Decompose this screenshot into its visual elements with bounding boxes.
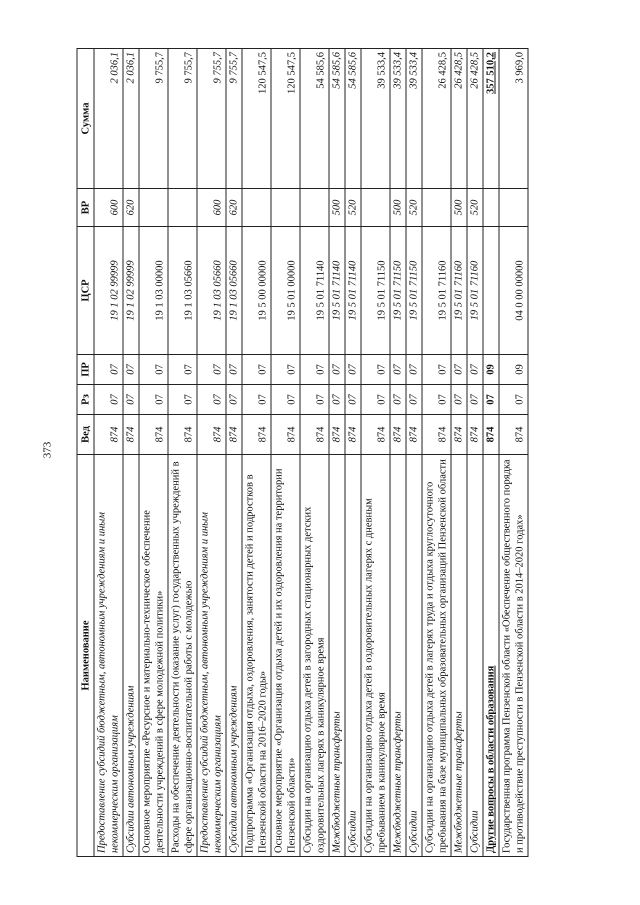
cell-ved-text: 874	[469, 426, 481, 442]
cell-pr	[168, 354, 197, 384]
cell-sum-text: 9 755,7	[183, 51, 195, 83]
cell-sum	[300, 48, 329, 188]
table-row	[197, 48, 226, 856]
budget-table	[77, 48, 529, 857]
cell-vr	[329, 188, 345, 226]
cell-ved	[390, 414, 406, 454]
cell-pr	[467, 354, 483, 384]
cell-vr	[345, 188, 361, 226]
cell-sum-text: 9 755,7	[228, 51, 240, 83]
cell-pr-text: 07	[469, 363, 481, 375]
cell-rz-text: 07	[485, 393, 497, 405]
cell-sum	[168, 48, 197, 188]
cell-sum-text: 54 585,6	[331, 51, 343, 89]
cell-ved	[168, 414, 197, 454]
cell-ved	[422, 414, 451, 454]
cell-pr-text: 07	[228, 363, 240, 375]
cell-rz-text: 07	[408, 393, 420, 405]
cell-rz	[271, 384, 300, 414]
cell-pr-text: 07	[315, 363, 327, 375]
table-row	[226, 48, 242, 856]
cell-rz-text: 07	[331, 393, 343, 405]
cell-sum	[123, 48, 139, 188]
header-rz: Рз	[77, 384, 94, 414]
cell-name-text: Основное мероприятие «Организация отдыха детей и их оздоровления на территории Пензенской области»	[273, 467, 298, 853]
cell-sum-text: 3 969,0	[514, 51, 526, 83]
cell-sum-text: 120 547,5	[257, 51, 269, 94]
header-vr: ВР	[77, 188, 94, 226]
cell-rz-text: 07	[469, 393, 481, 405]
cell-rz-text: 07	[376, 393, 388, 405]
cell-pr-text: 07	[331, 363, 343, 375]
cell-name-text: Субсидии на организацию отдыха детей в загородных стационарных детских оздоровительных лагерях в каникулярное время	[302, 506, 327, 853]
cell-pr	[300, 354, 329, 384]
table-row	[483, 48, 499, 856]
cell-sum	[242, 48, 271, 188]
cell-vr-text: 600	[212, 199, 224, 215]
cell-pr	[329, 354, 345, 384]
cell-name	[451, 454, 467, 856]
cell-rz	[345, 384, 361, 414]
cell-csr	[242, 226, 271, 354]
cell-pr	[499, 354, 528, 384]
cell-name-text: Межбюджетные трансферты	[331, 710, 343, 853]
cell-csr-text: 19 5 01 71160	[469, 260, 481, 320]
table-row	[139, 48, 168, 856]
cell-name	[300, 454, 329, 856]
cell-csr-text: 19 5 01 71160	[437, 260, 449, 320]
cell-name-text: Субсидии на организацию отдыха детей в оздоровительных лагерях с дневным пребыванием в каникулярное время	[363, 497, 388, 853]
cell-rz-text: 07	[228, 393, 240, 405]
cell-ved	[345, 414, 361, 454]
cell-rz	[197, 384, 226, 414]
cell-sum	[467, 48, 483, 188]
cell-rz	[123, 384, 139, 414]
cell-vr	[390, 188, 406, 226]
cell-sum-text: 39 533,4	[392, 51, 404, 89]
cell-ved	[451, 414, 467, 454]
cell-csr	[361, 226, 390, 354]
cell-vr-text: 600	[109, 199, 121, 215]
cell-sum	[139, 48, 168, 188]
cell-ved	[467, 414, 483, 454]
cell-sum-text: 26 428,5	[469, 51, 481, 89]
cell-csr-text: 19 5 01 71150	[408, 260, 420, 320]
cell-ved-text: 874	[437, 426, 449, 442]
cell-ved	[271, 414, 300, 454]
cell-sum	[422, 48, 451, 188]
header-sum: Сумма	[77, 48, 94, 188]
cell-vr	[361, 188, 390, 226]
cell-csr	[406, 226, 422, 354]
cell-sum-text: 54 585,6	[315, 51, 327, 89]
cell-pr	[451, 354, 467, 384]
cell-name	[329, 454, 345, 856]
cell-rz-text: 07	[109, 393, 121, 405]
cell-ved	[406, 414, 422, 454]
cell-csr	[422, 226, 451, 354]
cell-name	[345, 454, 361, 856]
cell-pr	[271, 354, 300, 384]
cell-pr	[139, 354, 168, 384]
cell-csr-text: 19 1 03 05660	[228, 259, 240, 321]
cell-vr-text: 520	[408, 199, 420, 215]
table-body	[94, 48, 528, 856]
cell-ved-text: 874	[154, 426, 166, 442]
cell-vr	[94, 188, 123, 226]
table-row	[390, 48, 406, 856]
cell-csr	[226, 226, 242, 354]
cell-sum-text: 2 036,1	[109, 51, 121, 83]
cell-csr	[499, 226, 528, 354]
cell-vr	[300, 188, 329, 226]
cell-name-text: Предоставление субсидий бюджетным, автономным учреждениям и иным некоммерческим организациям	[96, 511, 121, 853]
cell-csr	[451, 226, 467, 354]
cell-ved-text: 874	[453, 426, 465, 442]
cell-ved-text: 874	[331, 426, 343, 442]
cell-ved-text: 874	[257, 426, 269, 442]
cell-sum	[271, 48, 300, 188]
cell-name	[499, 454, 528, 856]
cell-sum	[451, 48, 467, 188]
cell-rz	[329, 384, 345, 414]
cell-rz	[168, 384, 197, 414]
cell-ved-text: 874	[125, 426, 137, 442]
cell-rz-text: 07	[315, 393, 327, 405]
cell-sum-text: 9 755,7	[154, 51, 166, 83]
cell-name	[94, 454, 123, 856]
table-row	[168, 48, 197, 856]
cell-vr-text: 500	[392, 199, 404, 215]
cell-ved	[483, 414, 499, 454]
cell-sum	[499, 48, 528, 188]
cell-vr	[499, 188, 528, 226]
table-row	[406, 48, 422, 856]
cell-rz-text: 07	[514, 393, 526, 405]
cell-csr-text: 19 1 03 00000	[154, 259, 166, 321]
cell-sum-text: 2 036,1	[125, 51, 137, 83]
cell-pr-text: 07	[347, 363, 359, 375]
cell-csr	[197, 226, 226, 354]
cell-rz	[422, 384, 451, 414]
cell-rz	[467, 384, 483, 414]
cell-rz-text: 07	[437, 393, 449, 405]
cell-pr-text: 07	[212, 363, 224, 375]
cell-ved	[226, 414, 242, 454]
cell-vr-text: 500	[331, 199, 343, 215]
cell-sum	[329, 48, 345, 188]
table-row	[345, 48, 361, 856]
table-row	[361, 48, 390, 856]
table-row	[467, 48, 483, 856]
cell-name-text: Субсидии автономным учреждениям	[228, 685, 240, 853]
cell-csr-text: 19 5 00 00000	[257, 259, 269, 321]
cell-pr-text: 07	[453, 363, 465, 375]
cell-vr	[271, 188, 300, 226]
cell-ved	[499, 414, 528, 454]
cell-name	[242, 454, 271, 856]
cell-sum	[345, 48, 361, 188]
cell-vr	[422, 188, 451, 226]
cell-pr	[242, 354, 271, 384]
cell-name-text: Субсидии	[408, 809, 420, 853]
cell-rz	[361, 384, 390, 414]
cell-csr	[139, 226, 168, 354]
cell-ved	[329, 414, 345, 454]
cell-rz	[139, 384, 168, 414]
cell-rz-text: 07	[183, 393, 195, 405]
table-row	[451, 48, 467, 856]
cell-ved-text: 874	[315, 426, 327, 442]
cell-csr	[123, 226, 139, 354]
cell-name	[422, 454, 451, 856]
cell-vr	[467, 188, 483, 226]
cell-ved-text: 874	[109, 426, 121, 442]
cell-name-text: Субсидии на организацию отдыха детей в лагерях труда и отдыха круглосуточного пребывания на базе муниципальных образовательных организаций Пензенской области	[424, 458, 449, 853]
cell-ved-text: 874	[408, 426, 420, 442]
cell-csr-text: 19 5 01 71140	[315, 260, 327, 320]
cell-pr-text: 07	[257, 363, 269, 375]
cell-pr-text: 07	[286, 363, 298, 375]
cell-pr	[406, 354, 422, 384]
cell-sum-text: 39 533,4	[408, 51, 420, 89]
cell-csr-text: 19 5 01 71140	[331, 260, 343, 320]
cell-pr-text: 07	[125, 363, 137, 375]
cell-vr-text: 620	[228, 199, 240, 215]
cell-rz-text: 07	[257, 393, 269, 405]
cell-vr	[197, 188, 226, 226]
cell-csr	[345, 226, 361, 354]
cell-csr-text: 19 5 01 71150	[376, 260, 388, 320]
cell-sum	[390, 48, 406, 188]
cell-name	[483, 454, 499, 856]
table-row	[422, 48, 451, 856]
cell-csr-text: 19 1 03 05660	[212, 259, 224, 321]
cell-name	[226, 454, 242, 856]
cell-name-text: Основное мероприятие «Ресурсное и материально-техническое обеспечение деятельности учреждений в сфере молодежной политики»	[141, 509, 166, 853]
cell-rz-text: 07	[212, 393, 224, 405]
cell-rz	[300, 384, 329, 414]
cell-ved	[300, 414, 329, 454]
cell-sum	[406, 48, 422, 188]
header-name: Наименование	[77, 454, 94, 856]
cell-pr	[390, 354, 406, 384]
cell-ved-text: 874	[392, 426, 404, 442]
cell-vr	[483, 188, 499, 226]
cell-pr-text: 09	[485, 363, 497, 375]
cell-ved-text: 874	[485, 426, 497, 442]
cell-csr	[300, 226, 329, 354]
table-row	[499, 48, 528, 856]
cell-ved	[242, 414, 271, 454]
cell-ved	[94, 414, 123, 454]
table-row	[123, 48, 139, 856]
table-row	[94, 48, 123, 856]
cell-name-text: Подпрограмма «Организация отдыха, оздоровления, занятости детей и подростков в Пензенской области на 2016–2020 годы»	[244, 473, 269, 853]
cell-rz	[390, 384, 406, 414]
cell-name	[361, 454, 390, 856]
cell-ved	[197, 414, 226, 454]
cell-name-text: Государственная программа Пензенской области «Обеспечение общественного порядка и противодействие преступности в Пензенской области в 2014–2020 годах»	[501, 458, 526, 853]
cell-name-text: Субсидии	[347, 809, 359, 853]
header-pr: ПР	[77, 354, 94, 384]
cell-csr-text: 19 5 01 00000	[286, 259, 298, 321]
cell-pr	[422, 354, 451, 384]
cell-pr	[226, 354, 242, 384]
cell-rz-text: 07	[347, 393, 359, 405]
cell-csr	[271, 226, 300, 354]
cell-vr	[123, 188, 139, 226]
table-row	[271, 48, 300, 856]
cell-ved-text: 874	[212, 426, 224, 442]
cell-rz-text: 07	[125, 393, 137, 405]
cell-pr-text: 09	[514, 363, 526, 375]
cell-sum-text: 39 533,4	[376, 51, 388, 89]
cell-name	[168, 454, 197, 856]
page-number: 373	[41, 441, 54, 459]
cell-name	[406, 454, 422, 856]
cell-sum	[197, 48, 226, 188]
cell-ved-text: 874	[347, 426, 359, 442]
cell-ved-text: 874	[228, 426, 240, 442]
cell-name	[123, 454, 139, 856]
cell-ved-text: 874	[286, 426, 298, 442]
cell-sum	[94, 48, 123, 188]
cell-sum	[361, 48, 390, 188]
cell-vr	[168, 188, 197, 226]
cell-vr	[451, 188, 467, 226]
cell-sum-text: 9 755,7	[212, 51, 224, 83]
cell-name	[271, 454, 300, 856]
cell-name	[467, 454, 483, 856]
cell-pr	[94, 354, 123, 384]
cell-sum	[226, 48, 242, 188]
cell-name-text: Субсидии	[469, 809, 481, 853]
cell-vr-text: 500	[453, 199, 465, 215]
table-row	[329, 48, 345, 856]
cell-sum	[483, 48, 499, 188]
cell-rz-text: 07	[286, 393, 298, 405]
cell-ved	[139, 414, 168, 454]
cell-csr-text: 19 1 02 99999	[109, 259, 121, 321]
cell-sum-text: 120 547,5	[286, 51, 298, 94]
header-row	[77, 48, 94, 856]
cell-name	[139, 454, 168, 856]
cell-csr-text: 19 1 02 99999	[125, 259, 137, 321]
table-row	[300, 48, 329, 856]
cell-csr-text: 19 5 01 71160	[453, 260, 465, 320]
cell-pr	[483, 354, 499, 384]
cell-pr	[361, 354, 390, 384]
cell-rz	[226, 384, 242, 414]
cell-name-text: Предоставление субсидий бюджетным, автономным учреждениям и иным некоммерческим организациям	[199, 511, 224, 853]
cell-sum-text: 26 428,5	[453, 51, 465, 89]
cell-vr	[242, 188, 271, 226]
cell-vr-text: 520	[347, 199, 359, 215]
cell-vr	[406, 188, 422, 226]
cell-rz	[451, 384, 467, 414]
cell-sum-text: 54 585,6	[347, 51, 359, 89]
cell-rz	[483, 384, 499, 414]
cell-name-text: Другие вопросы в области образования	[485, 665, 497, 853]
cell-vr	[139, 188, 168, 226]
cell-ved-text: 874	[183, 426, 195, 442]
cell-pr-text: 07	[392, 363, 404, 375]
cell-vr-text: 620	[125, 199, 137, 215]
cell-name	[197, 454, 226, 856]
cell-pr-text: 07	[109, 363, 121, 375]
cell-rz	[406, 384, 422, 414]
table-row	[242, 48, 271, 856]
cell-name-text: Межбюджетные трансферты	[392, 710, 404, 853]
cell-csr	[329, 226, 345, 354]
cell-rz	[94, 384, 123, 414]
cell-sum-text: 357 510,2	[485, 51, 497, 94]
cell-pr-text: 07	[154, 363, 166, 375]
cell-name	[390, 454, 406, 856]
cell-csr	[390, 226, 406, 354]
cell-csr	[483, 226, 499, 354]
budget-table-rotated	[77, 49, 564, 857]
cell-vr	[226, 188, 242, 226]
cell-pr	[123, 354, 139, 384]
cell-rz	[499, 384, 528, 414]
cell-name-text: Субсидии автономным учреждениям	[125, 685, 137, 853]
cell-pr	[345, 354, 361, 384]
cell-vr-text: 520	[469, 199, 481, 215]
cell-ved-text: 874	[514, 426, 526, 442]
cell-sum-text: 26 428,5	[437, 51, 449, 89]
cell-csr-text: 19 1 03 05660	[183, 259, 195, 321]
header-csr: ЦСР	[77, 226, 94, 354]
cell-csr-text: 19 5 01 71150	[392, 260, 404, 320]
cell-pr-text: 07	[183, 363, 195, 375]
header-ved: Вед	[77, 414, 94, 454]
cell-rz-text: 07	[154, 393, 166, 405]
cell-csr	[467, 226, 483, 354]
cell-rz-text: 07	[453, 393, 465, 405]
cell-pr-text: 07	[408, 363, 420, 375]
cell-csr-text: 19 5 01 71140	[347, 260, 359, 320]
cell-ved-text: 874	[376, 426, 388, 442]
cell-name-text: Межбюджетные трансферты	[453, 710, 465, 853]
cell-csr-text: 04 0 00 00000	[514, 259, 526, 321]
cell-pr-text: 07	[376, 363, 388, 375]
cell-ved	[123, 414, 139, 454]
cell-pr-text: 07	[437, 363, 449, 375]
cell-rz	[242, 384, 271, 414]
cell-rz-text: 07	[392, 393, 404, 405]
cell-csr	[168, 226, 197, 354]
cell-pr	[197, 354, 226, 384]
cell-ved	[361, 414, 390, 454]
cell-name-text: Расходы на обеспечение деятельности (оказание услуг) государственных учреждений в сфере организационно-воспитательной работы с молодежью	[170, 460, 195, 853]
cell-csr	[94, 226, 123, 354]
